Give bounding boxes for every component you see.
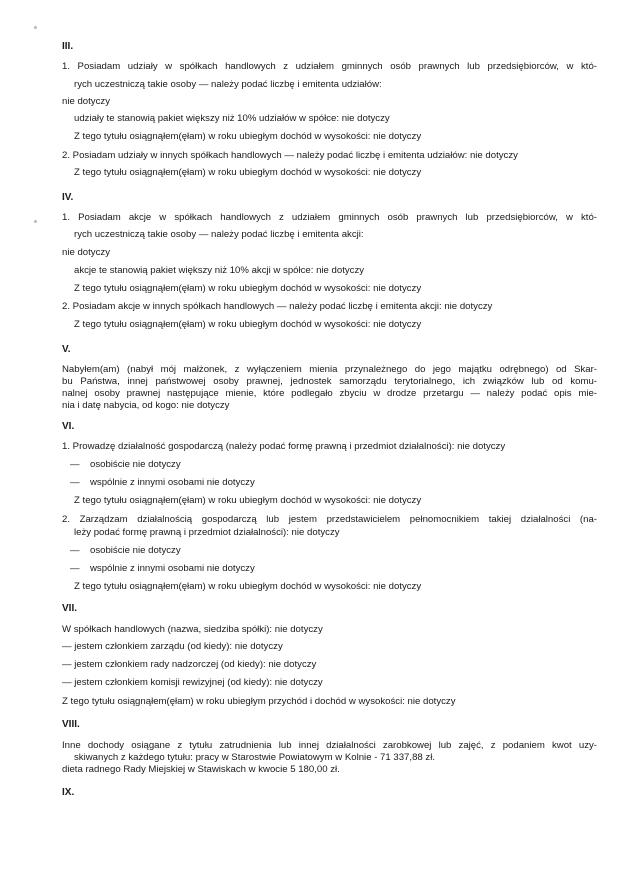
section-vii-line-1: W spółkach handlowych (nazwa, siedziba spółki): nie dotyczy bbox=[62, 624, 323, 635]
section-iv-package: akcje te stanowią pakiet większy niż 10% akcji w spółce: nie dotyczy bbox=[74, 265, 365, 276]
section-vi-dash-2 bbox=[70, 478, 255, 488]
section-iii-income-2: Z tego tytułu osiągnąłem(ęłam) w roku ubiegłym dochód w wysokości: nie dotyczy bbox=[74, 167, 422, 178]
section-vi-dash-4 bbox=[70, 564, 255, 574]
section-vi-dash-1 bbox=[70, 460, 181, 470]
section-v-line-2: bu Państwa, innej państwowej osoby prawnej, jednostek samorządu terytorialnego, ich związków lub od komu- bbox=[62, 376, 597, 387]
section-heading-viii: VIII. bbox=[62, 719, 80, 730]
section-vii-income: Z tego tytułu osiągnąłem(ęłam) w roku ubiegłym przychód i dochód w wysokości: nie dotyczy bbox=[62, 696, 456, 707]
section-iv-item-1-line-2: rych uczestniczą takie osoby — należy podać liczbę i emitenta akcji: bbox=[74, 229, 364, 240]
section-v-line-1: Nabyłem(am) (nabył mój małżonek, z wyłączeniem mienia przynależnego do jego majątku odrębnego) od Skar- bbox=[62, 364, 597, 375]
dash-text: osobiście nie dotyczy bbox=[90, 545, 181, 556]
section-iii-item-1-line-2: rych uczestniczą takie osoby — należy podać liczbę i emitenta udziałów: bbox=[74, 79, 382, 90]
dash-text: wspólnie z innymi osobami nie dotyczy bbox=[90, 477, 255, 488]
section-iv-income-2: Z tego tytułu osiągnąłem(ęłam) w roku ubiegłym dochód w wysokości: nie dotyczy bbox=[74, 319, 422, 330]
section-iv-answer: nie dotyczy bbox=[62, 247, 110, 258]
scan-artifact bbox=[34, 26, 37, 29]
section-vi-income-2: Z tego tytułu osiągnąłem(ęłam) w roku ubiegłym dochód w wysokości: nie dotyczy bbox=[74, 581, 422, 592]
section-iii-item-1-line-1: 1. Posiadam udziały w spółkach handlowych z udziałem gminnych osób prawnych lub przedsiębiorców, w któ- bbox=[62, 61, 597, 72]
dash-glyph: — bbox=[70, 563, 80, 574]
section-iii-package: udziały te stanowią pakiet większy niż 10% udziałów w spółce: nie dotyczy bbox=[74, 113, 390, 124]
section-vi-item-2-line-2: leży podać formę prawną i przedmiot działalności): nie dotyczy bbox=[74, 527, 340, 538]
section-viii-line-3: dieta radnego Rady Miejskiej w Stawiskach w kwocie 5 180,00 zł. bbox=[62, 764, 340, 775]
section-v-line-3: nalnej osoby prawnej następujące mienie, które podlegało zbyciu w drodze przetargu — należy podać opis mie- bbox=[62, 388, 597, 399]
section-heading-v: V. bbox=[62, 344, 71, 355]
section-heading-ix: IX. bbox=[62, 787, 75, 798]
section-viii-line-1: Inne dochody osiągane z tytułu zatrudnienia lub innej działalności zarobkowej lub zajęć, z podaniem kwot uzy- bbox=[62, 740, 597, 751]
section-heading-vi: VI. bbox=[62, 421, 75, 432]
section-vii-audit: — jestem członkiem komisji rewizyjnej (od kiedy): nie dotyczy bbox=[62, 677, 323, 688]
section-iv-income-1: Z tego tytułu osiągnąłem(ęłam) w roku ubiegłym dochód w wysokości: nie dotyczy bbox=[74, 283, 422, 294]
section-viii-line-2: skiwanych z każdego tytułu: pracy w Starostwie Powiatowym w Kolnie - 71 337,88 zł. bbox=[74, 752, 435, 763]
section-iii-item-2: 2. Posiadam udziały w innych spółkach handlowych — należy podać liczbę i emitenta udziałów: nie dotyczy bbox=[62, 150, 518, 161]
section-vii-supervisory: — jestem członkiem rady nadzorczej (od kiedy): nie dotyczy bbox=[62, 659, 317, 670]
scan-artifact bbox=[34, 220, 37, 223]
section-iv-item-1-line-1: 1. Posiadam akcje w spółkach handlowych z udziałem gminnych osób prawnych lub przedsiębiorców, w któ- bbox=[62, 212, 597, 223]
section-vi-income-1: Z tego tytułu osiągnąłem(ęłam) w roku ubiegłym dochód w wysokości: nie dotyczy bbox=[74, 495, 422, 506]
dash-text: osobiście nie dotyczy bbox=[90, 459, 181, 470]
section-heading-vii: VII. bbox=[62, 603, 78, 614]
dash-glyph: — bbox=[70, 477, 80, 488]
section-vii-board: — jestem członkiem zarządu (od kiedy): nie dotyczy bbox=[62, 641, 283, 652]
section-vi-item-1: 1. Prowadzę działalność gospodarczą (należy podać formę prawną i przedmiot działalności): nie dotyczy bbox=[62, 441, 506, 452]
dash-glyph: — bbox=[70, 459, 80, 470]
section-vi-dash-3 bbox=[70, 546, 181, 556]
section-v-line-4: nia i datę nabycia, od kogo: nie dotyczy bbox=[62, 400, 230, 411]
section-vi-item-2-line-1: 2. Zarządzam działalnością gospodarczą lub jestem przedstawicielem pełnomocnikiem takiej działalności (na- bbox=[62, 514, 597, 525]
section-iii-income-1: Z tego tytułu osiągnąłem(ęłam) w roku ubiegłym dochód w wysokości: nie dotyczy bbox=[74, 131, 422, 142]
section-heading-iv: IV. bbox=[62, 192, 74, 203]
dash-text: wspólnie z innymi osobami nie dotyczy bbox=[90, 563, 255, 574]
section-heading-iii: III. bbox=[62, 41, 74, 52]
section-iii-answer: nie dotyczy bbox=[62, 96, 110, 107]
section-iv-item-2: 2. Posiadam akcje w innych spółkach handlowych — należy podać liczbę i emitenta akcji: nie dotyczy bbox=[62, 301, 493, 312]
dash-glyph: — bbox=[70, 545, 80, 556]
